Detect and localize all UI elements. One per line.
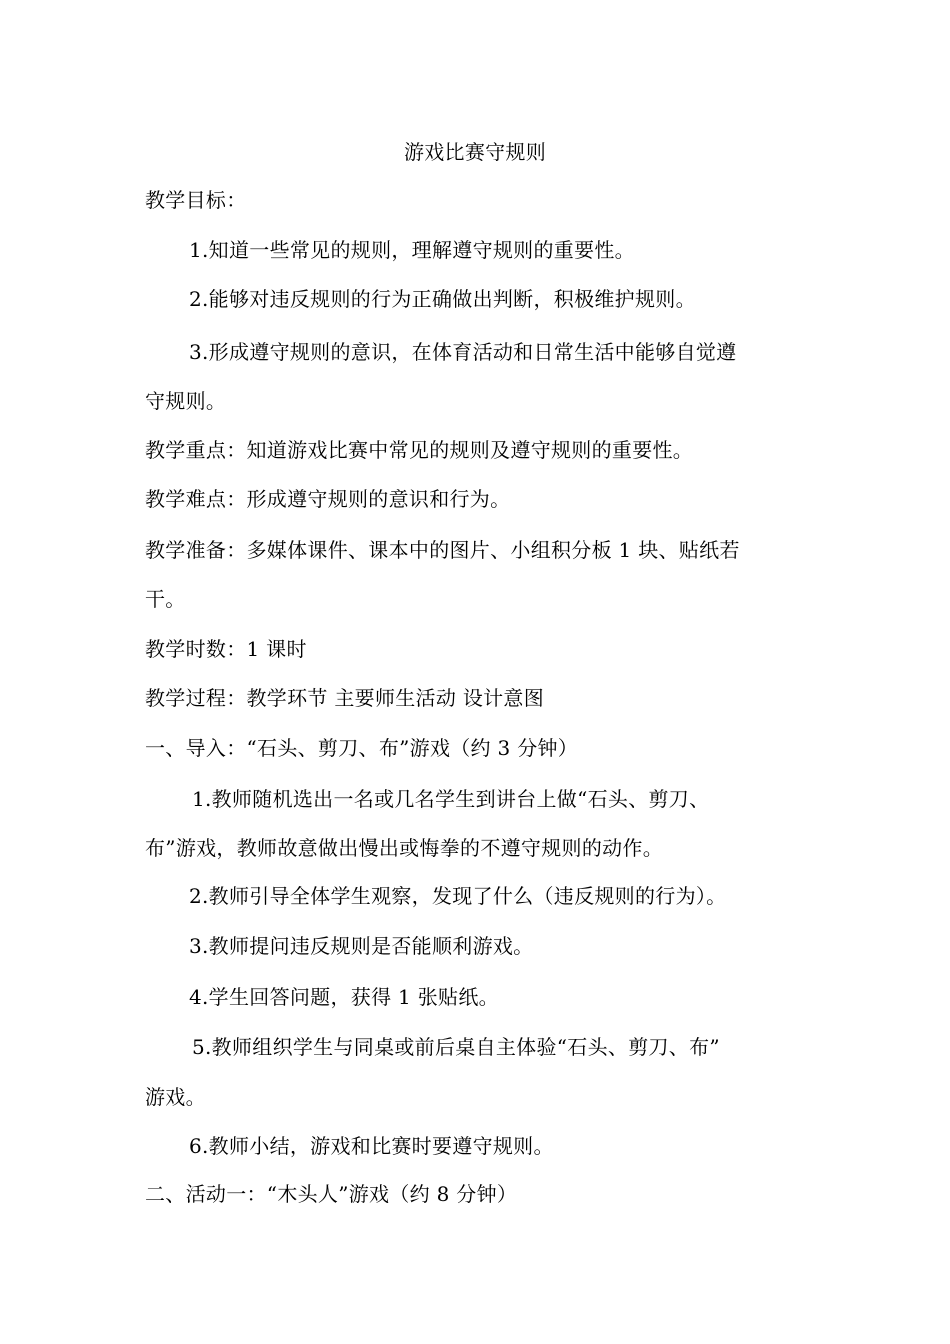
section-1-step-1-continued: 布”游戏，教师故意做出慢出或悔拳的不遵守规则的动作。 [145, 836, 664, 860]
teaching-preparation-continued: 干。 [145, 587, 186, 611]
section-1-step-5: 5.教师组织学生与同桌或前后桌自主体验“石头、剪刀、布” [192, 1035, 720, 1059]
teaching-hours: 教学时数：1 课时 [145, 637, 307, 661]
section-1-step-4: 4.学生回答问题，获得 1 张贴纸。 [189, 985, 499, 1009]
objective-1: 1.知道一些常见的规则，理解遵守规则的重要性。 [189, 238, 635, 262]
objective-3: 3.形成遵守规则的意识，在体育活动和日常生活中能够自觉遵 [189, 340, 737, 364]
teaching-difficulties: 教学难点：形成遵守规则的意识和行为。 [145, 487, 511, 511]
section-1-step-5-continued: 游戏。 [145, 1085, 206, 1109]
document-title: 游戏比赛守规则 [403, 140, 547, 164]
teaching-key-points: 教学重点：知道游戏比赛中常见的规则及遵守规则的重要性。 [145, 438, 694, 462]
teaching-objectives-heading: 教学目标： [145, 188, 247, 212]
teaching-process: 教学过程：教学环节 主要师生活动 设计意图 [145, 686, 545, 710]
section-1-step-3: 3.教师提问违反规则是否能顺利游戏。 [189, 934, 534, 958]
objective-2: 2.能够对违反规则的行为正确做出判断，积极维护规则。 [189, 287, 696, 311]
section-1-heading: 一、导入：“石头、剪刀、布”游戏（约 3 分钟） [145, 736, 579, 760]
section-1-step-1: 1.教师随机选出一名或几名学生到讲台上做“石头、剪刀、 [192, 787, 710, 811]
section-1-step-2: 2.教师引导全体学生观察，发现了什么（违反规则的行为）。 [189, 884, 727, 908]
teaching-preparation: 教学准备：多媒体课件、课本中的图片、小组积分板 1 块、贴纸若 [145, 538, 740, 562]
section-1-step-6: 6.教师小结，游戏和比赛时要遵守规则。 [189, 1134, 554, 1158]
objective-3-continued: 守规则。 [145, 389, 227, 413]
section-2-heading: 二、活动一：“木头人”游戏（约 8 分钟） [145, 1182, 518, 1206]
